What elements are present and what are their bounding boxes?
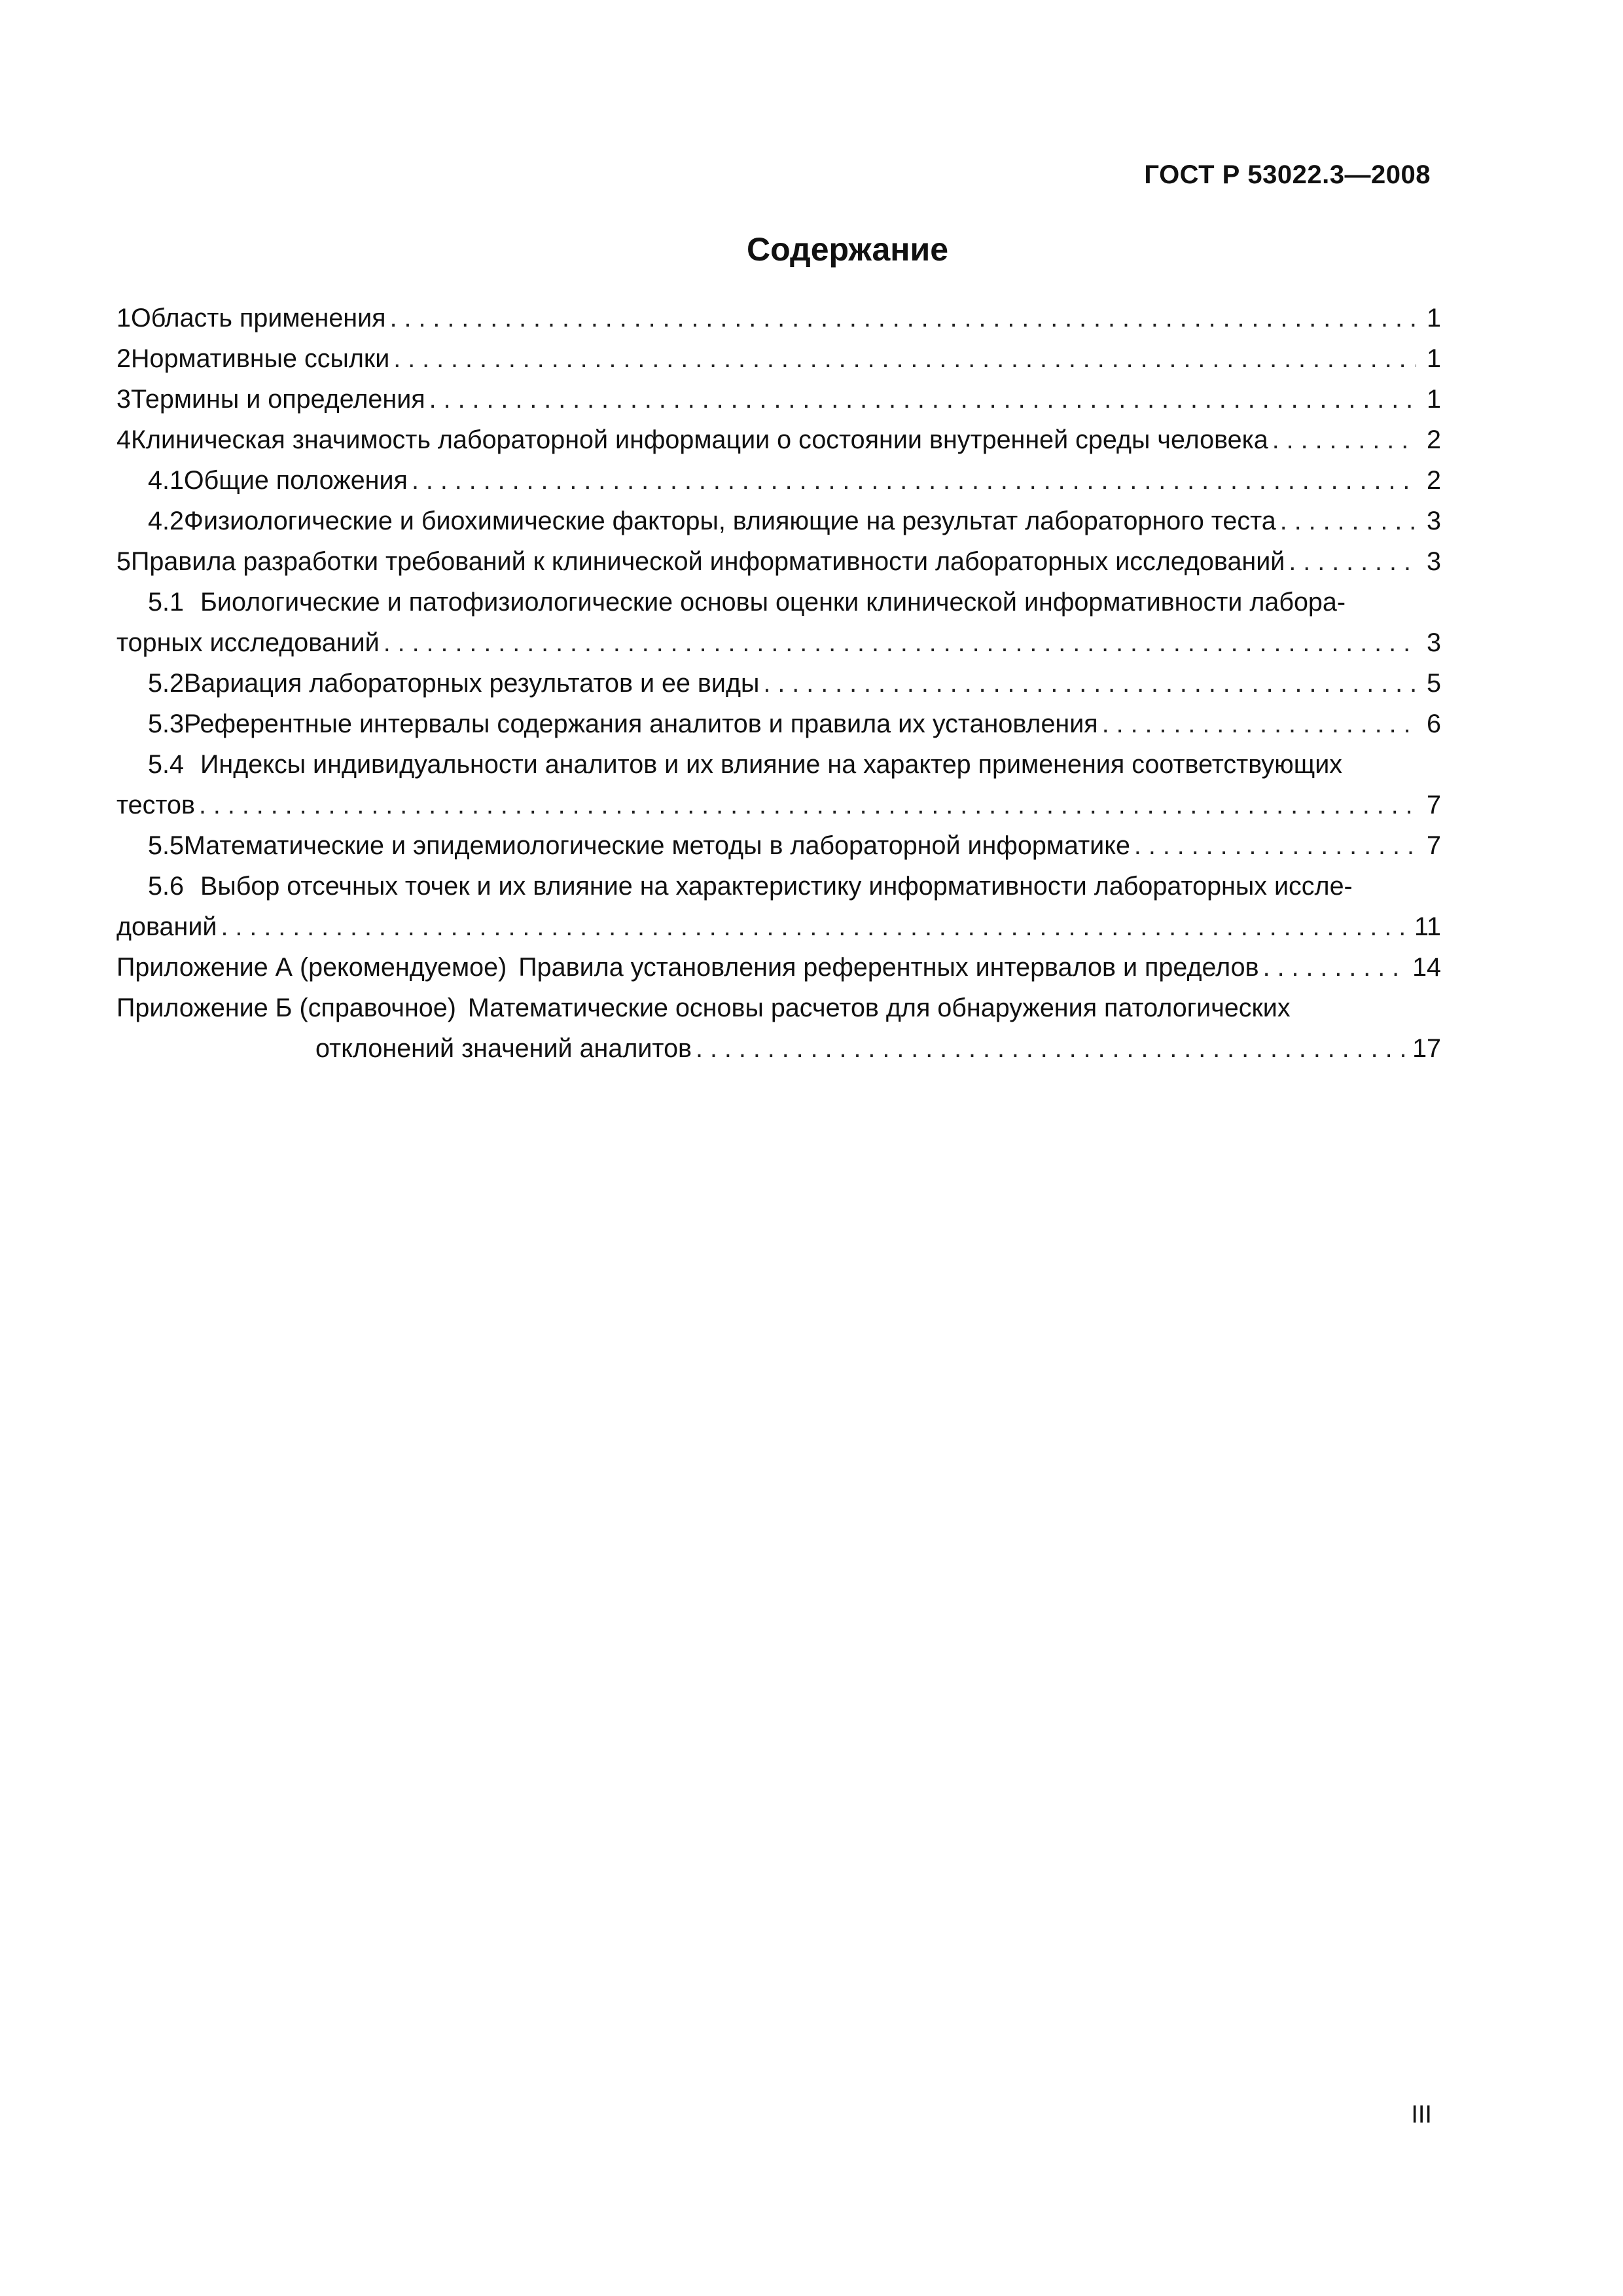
dot-leader: [1098, 704, 1416, 744]
toc-entry-page: 1: [1427, 385, 1441, 414]
toc-entry-number: 4.1: [148, 466, 184, 495]
toc-entry-number: 5.4: [148, 750, 184, 779]
appendix-label: Приложение Б (справочное): [116, 994, 456, 1022]
toc-entry-title: Нормативные ссылки: [130, 344, 390, 373]
toc-entry-number: 5.2: [148, 669, 184, 698]
toc-entry-title: Физиологические и биохимические факторы, влияющие на результат лабораторного теста: [183, 507, 1276, 535]
toc-entry-page: 1: [1427, 304, 1441, 332]
page-number: III: [1411, 2101, 1432, 2128]
appendix-label: Приложение А (рекомендуемое): [116, 953, 507, 982]
toc-entry-page: 2: [1427, 466, 1441, 495]
toc-entry-title: Математические и эпидемиологические методы в лабораторной информатике: [183, 831, 1130, 860]
toc-entry-page: 2: [1427, 425, 1441, 454]
dot-leader: [1259, 947, 1407, 988]
toc-entry-title-line1: Биологические и патофизиологические основы оценки клинической информативности лабора-: [200, 588, 1346, 617]
toc-entry-title-line1: Индексы индивидуальности аналитов и их влияние на характер применения соответствующих: [200, 750, 1343, 779]
toc-entry-page: 7: [1427, 791, 1441, 819]
dot-leader: [692, 1028, 1407, 1069]
toc-entry-title-line2: торных исследований: [116, 628, 380, 657]
toc-entry-5-4[interactable]: [116, 744, 1441, 825]
document-code: ГОСТ Р 53022.3—2008: [1144, 160, 1431, 189]
toc-entry-4-1[interactable]: [116, 460, 1441, 501]
appendix-title-line1: Математические основы расчетов для обнаружения патологических: [467, 994, 1291, 1022]
appendix-title-line2: отклонений значений аналитов: [315, 1034, 692, 1063]
toc-entry-number: 3: [116, 385, 131, 414]
toc-entry-number: 5.5: [148, 831, 184, 860]
dot-leader: [759, 663, 1416, 704]
toc-entry-number: 1: [116, 304, 131, 332]
toc-entry-page: 17: [1412, 1034, 1441, 1063]
toc-entry-title: Правила разработки требований к клинической информативности лабораторных исследований: [130, 547, 1285, 576]
toc-entry-page: 7: [1427, 831, 1441, 860]
toc-entry-number: 5.1: [148, 588, 184, 617]
dot-leader: [425, 379, 1416, 420]
toc-entry-title: Область применения: [130, 304, 386, 332]
toc-entry-number: 2: [116, 344, 131, 373]
dot-leader: [1268, 420, 1416, 460]
dot-leader: [1276, 501, 1416, 541]
toc-entry-2[interactable]: [116, 338, 1441, 379]
dot-leader: [217, 906, 1409, 947]
toc-entry-title: Референтные интервалы содержания аналитов и правила их установления: [183, 709, 1098, 738]
dot-leader: [195, 785, 1416, 825]
toc-entry-page: 3: [1427, 628, 1441, 657]
toc-entry-4[interactable]: [116, 420, 1441, 460]
dot-leader: [380, 622, 1416, 663]
toc-entry-page: 14: [1412, 953, 1441, 982]
toc-entry-1[interactable]: [116, 298, 1441, 338]
toc-appendix-a[interactable]: [116, 947, 1441, 988]
toc-entry-title-line2: дований: [116, 912, 217, 941]
dot-leader: [389, 338, 1416, 379]
toc-entry-page: 6: [1427, 709, 1441, 738]
toc-entry-5-1[interactable]: [116, 582, 1441, 663]
toc-entry-number: 4.2: [148, 507, 184, 535]
toc-entry-3[interactable]: [116, 379, 1441, 420]
dot-leader: [386, 298, 1416, 338]
dot-leader: [1130, 825, 1416, 866]
toc-entry-title: Вариация лабораторных результатов и ее виды: [183, 669, 760, 698]
toc-entry-page: 11: [1414, 912, 1441, 941]
toc-entry-number: 5.3: [148, 709, 184, 738]
toc-entry-number: 5: [116, 547, 131, 576]
page-title: Содержание: [746, 231, 949, 268]
table-of-contents: [116, 298, 1441, 1069]
toc-entry-number: 4: [116, 425, 131, 454]
toc-entry-5-2[interactable]: [116, 663, 1441, 704]
toc-entry-page: 1: [1427, 344, 1441, 373]
toc-entry-page: 3: [1427, 507, 1441, 535]
toc-entry-page: 5: [1427, 669, 1441, 698]
toc-entry-title: Клиническая значимость лабораторной информации о состоянии внутренней среды человека: [130, 425, 1268, 454]
toc-entry-title-line2: тестов: [116, 791, 195, 819]
toc-entry-5-5[interactable]: [116, 825, 1441, 866]
toc-entry-title: Термины и определения: [130, 385, 425, 414]
toc-appendix-b[interactable]: [116, 988, 1441, 1069]
toc-entry-5-6[interactable]: [116, 866, 1441, 947]
toc-entry-5[interactable]: [116, 541, 1441, 582]
toc-entry-title: Общие положения: [183, 466, 408, 495]
toc-entry-page: 3: [1427, 547, 1441, 576]
dot-leader: [408, 460, 1416, 501]
appendix-title: Правила установления референтных интервалов и пределов: [518, 953, 1259, 982]
toc-entry-title-line1: Выбор отсечных точек и их влияние на характеристику информативности лабораторных иссле-: [200, 872, 1353, 901]
dot-leader: [1285, 541, 1416, 582]
toc-entry-number: 5.6: [148, 872, 184, 901]
toc-entry-5-3[interactable]: [116, 704, 1441, 744]
toc-entry-4-2[interactable]: [116, 501, 1441, 541]
